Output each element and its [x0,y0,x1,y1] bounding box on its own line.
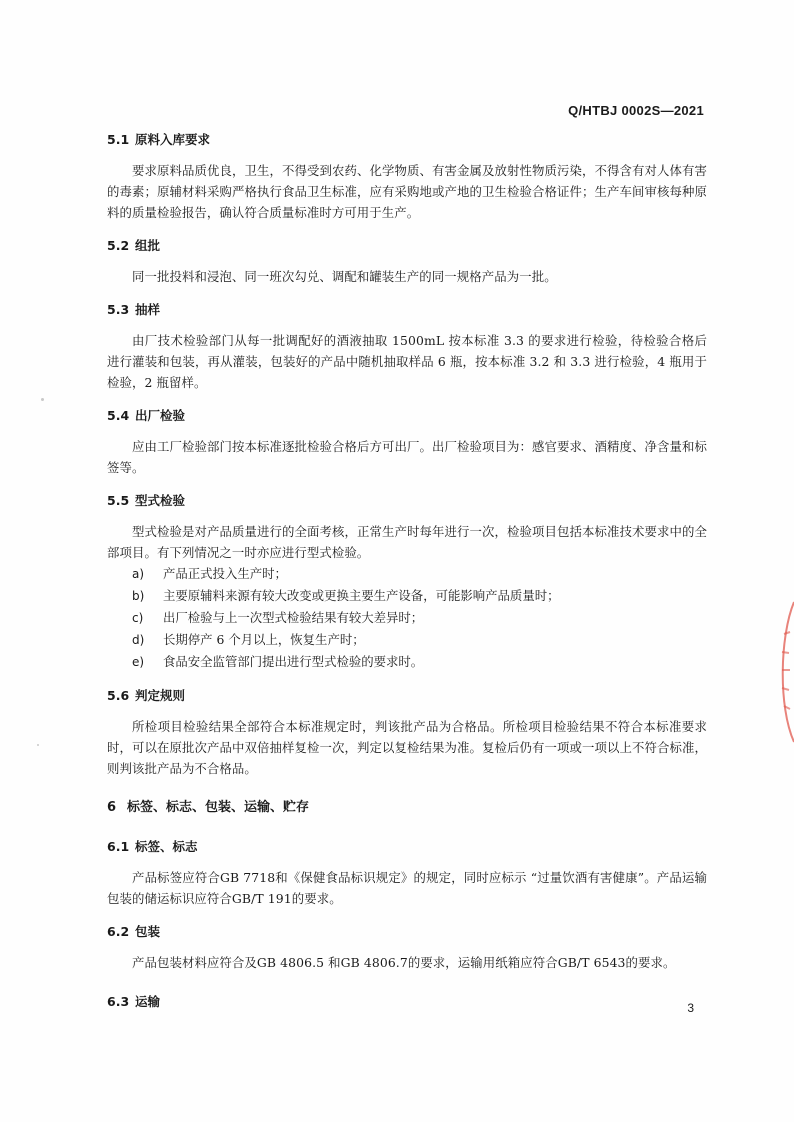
list-item [107,563,707,585]
list-item [107,629,707,651]
section-number: 5.4 [107,408,130,423]
list-item-text: 主要原辅料来源有较大改变或更换主要生产设备，可能影响产品质量时； [163,588,560,603]
scan-speck [41,398,44,401]
list-marker: b) [132,589,145,603]
section-title: 判定规则 [135,688,186,703]
section-title: 抽样 [135,302,161,317]
section-paragraph-5-5: 型式检验是对产品质量进行的全面考核，正常生产时每年进行一次，检验项目包括本标准技术要求中的全部项目。有下列情况之一时亦应进行型式检验。 [107,524,707,560]
list-item [107,585,707,607]
section-title: 出厂检验 [135,408,186,423]
list-marker: e) [132,655,145,669]
inspection-conditions-list [107,563,707,673]
section-number: 5.6 [107,688,130,703]
section-paragraph-5-4: 应由工厂检验部门按本标准逐批检验合格后方可出厂。出厂检验项目为：感官要求、酒精度、净含量和标签等。 [107,439,707,475]
document-body [107,130,707,1012]
section-heading-6-3 [107,992,707,1012]
section-heading-5-5 [107,491,707,511]
section-heading-5-4 [107,406,707,426]
list-item [107,651,707,673]
section-title: 型式检验 [135,493,186,508]
section-title: 标签、标志、包装、运输、贮存 [127,800,310,815]
list-item-text: 食品安全监管部门提出进行型式检验的要求时。 [163,654,424,669]
section-number: 6 [107,800,117,815]
scan-speck [37,744,39,746]
section-paragraph-5-1: 要求原料品质优良，卫生，不得受到农药、化学物质、有害金属及放射性物质污染，不得含有对人体有害的毒素；原辅材料采购严格执行食品卫生标准，应有采购地或产地的卫生检验合格证件；生产车间审核每种原料的质量检验报告，确认符合质量标准时方可用于生产。 [107,163,707,220]
section-number: 5.2 [107,238,130,253]
list-item [107,607,707,629]
list-item-text: 长期停产 6 个月以上，恢复生产时； [163,632,365,647]
section-heading-5-2 [107,236,707,256]
section-title: 标签、标志 [135,839,198,854]
section-heading-5-6 [107,686,707,706]
section-number: 5.1 [107,132,130,147]
section-heading-6-1 [107,837,707,857]
section-paragraph-6-2: 产品包装材料应符合及GB 4806.5 和GB 4806.7的要求，运输用纸箱应符合GB/T 6543的要求。 [132,955,676,970]
section-title: 运输 [135,994,161,1009]
list-marker: d) [132,633,145,647]
list-marker: c) [132,611,144,625]
section-paragraph-5-3: 由厂技术检验部门从每一批调配好的酒液抽取 1500mL 按本标准 3.3 的要求进行检验，待检验合格后进行灌装和包装，再从灌装，包装好的产品中随机抽取样品 6 瓶，按本标准 3.2 和 3.3 进行检验，4 瓶用于检验，2 瓶留样。 [107,333,707,390]
section-paragraph-5-6: 所检项目检验结果全部符合本标准规定时，判该批产品为合格品。所检项目检验结果不符合本标准要求时，可以在原批次产品中双倍抽样复检一次，判定以复检结果为准。复检后仍有一项或一项以上不符合标准，则判该批产品为不合格品。 [107,719,707,776]
section-number: 6.1 [107,839,130,854]
section-title: 包装 [135,924,161,939]
chapter-heading-6 [107,798,707,818]
section-paragraph-5-2: 同一批投料和浸泡、同一班次勾兑、调配和罐装生产的同一规格产品为一批。 [132,269,557,284]
section-heading-5-1 [107,130,707,150]
seal-stamp-icon [770,596,794,746]
section-title: 组批 [135,238,161,253]
section-heading-6-2 [107,922,707,942]
section-number: 5.3 [107,302,130,317]
document-code: Q/HTBJ 0002S—2021 [568,103,704,118]
list-item-text: 出厂检验与上一次型式检验结果有较大差异时； [163,610,424,625]
section-number: 6.3 [107,994,130,1009]
section-paragraph-6-1: 产品标签应符合GB 7718和《保健食品标识规定》的规定，同时应标示 “过量饮酒有害健康”。产品运输包装的储运标识应符合GB/T 191的要求。 [107,870,707,906]
list-item-text: 产品正式投入生产时； [163,566,287,581]
section-number: 6.2 [107,924,130,939]
section-number: 5.5 [107,493,130,508]
section-heading-5-3 [107,300,707,320]
page-number: 3 [687,1001,694,1015]
section-title: 原料入库要求 [135,132,211,147]
list-marker: a) [132,567,145,581]
